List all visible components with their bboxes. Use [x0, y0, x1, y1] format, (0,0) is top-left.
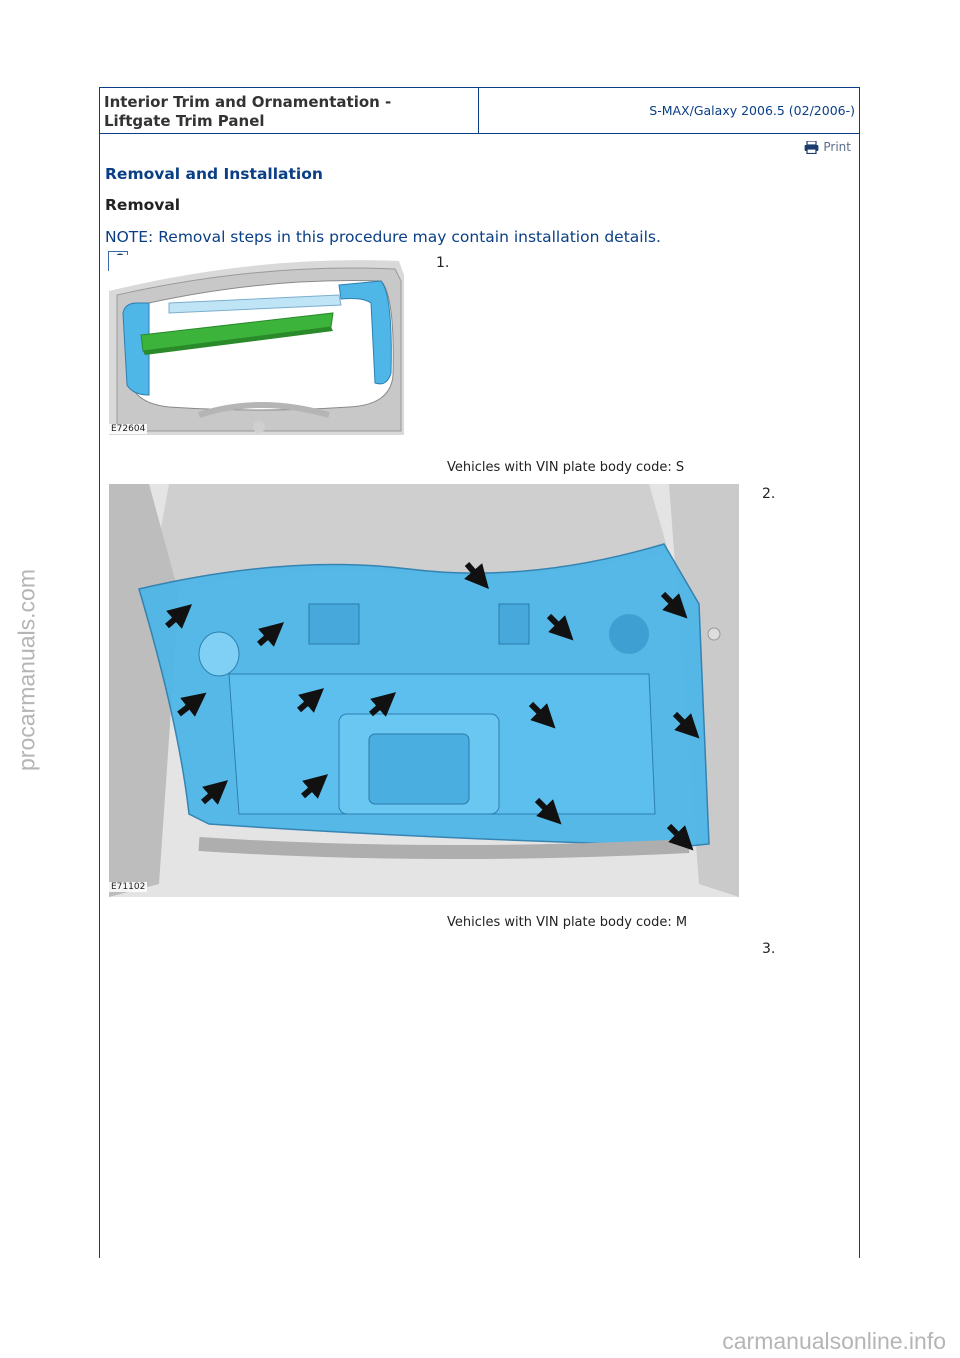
title-line-2: Liftgate Trim Panel [104, 112, 265, 130]
step-1-number: 1. [436, 255, 450, 271]
step-3-number: 3. [762, 941, 776, 957]
figure-code-2: E71102 [111, 882, 146, 892]
step-2-figure [109, 484, 739, 897]
step-2-number: 2. [762, 486, 776, 502]
title-line-1: Interior Trim and Ornamentation - [104, 93, 392, 111]
step-2-caption: Vehicles with VIN plate body code: M [447, 915, 688, 930]
page-frame [99, 87, 860, 1258]
step-1-caption: Vehicles with VIN plate body code: S [447, 460, 685, 475]
print-label: Print [823, 140, 851, 154]
watermark-bottom: carmanualsonline.info [722, 1328, 946, 1354]
page-header [100, 88, 859, 134]
step-1-figure [109, 255, 404, 435]
note-text: NOTE: Removal steps in this procedure may contain installation details. [105, 228, 661, 246]
page-title [100, 88, 479, 133]
section-heading: Removal [105, 196, 181, 214]
model-label: S-MAX/Galaxy 2006.5 (02/2006-) [649, 103, 855, 118]
figure-code-1: E72604 [111, 424, 146, 434]
watermark-left: procarmanuals.com [13, 569, 40, 771]
print-button[interactable] [804, 140, 851, 154]
printer-icon [804, 141, 819, 154]
procedure-heading: Removal and Installation [105, 165, 323, 183]
